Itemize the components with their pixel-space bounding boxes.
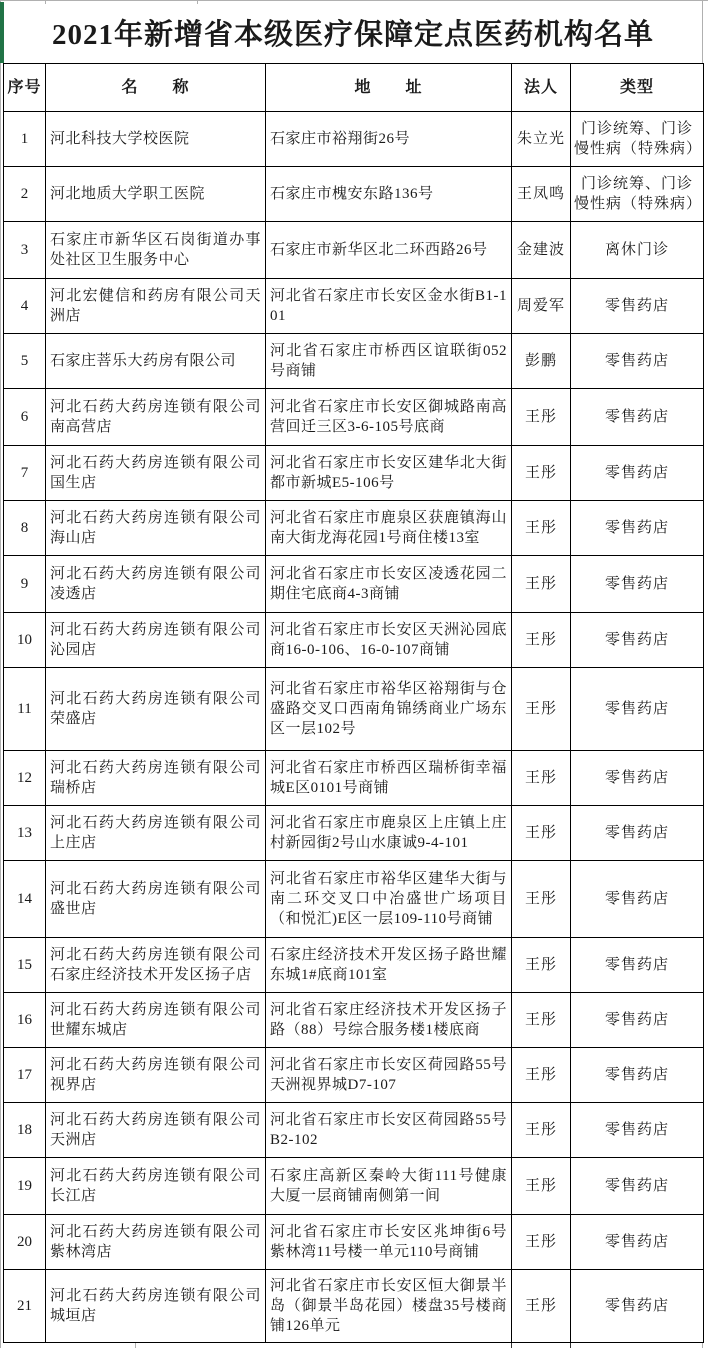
cell-type: 零售药店 (571, 389, 704, 446)
cell-type: 零售药店 (571, 501, 704, 556)
cell-address: 石家庄市裕翔街26号 (266, 112, 512, 167)
cell-address: 河北省石家庄经济技术开发区扬子路（88）号综合服务楼1楼底商 (266, 993, 512, 1048)
cell-legal: 王彤 (512, 1048, 571, 1103)
cell-address: 石家庄市槐安东路136号 (266, 167, 512, 222)
gridline-top (0, 0, 708, 1)
cell-legal: 王彤 (512, 1270, 571, 1343)
cell-type: 零售药店 (571, 334, 704, 389)
cell-type: 零售药店 (571, 556, 704, 613)
cell-no: 3 (4, 222, 46, 279)
cell-address: 河北省石家庄市长安区兆坤街6号紫林湾11号楼一单元110号商铺 (266, 1215, 512, 1270)
cell-name: 河北石药大药房连锁有限公司盛世店 (46, 861, 266, 938)
cell-legal: 彭鹏 (512, 334, 571, 389)
cell-address: 石家庄市新华区北二环西路26号 (266, 222, 512, 279)
cell-type: 零售药店 (571, 1270, 704, 1343)
cell-type: 门诊统筹、门诊慢性病（特殊病） (571, 112, 704, 167)
table-row (4, 389, 704, 446)
cell-name: 河北地质大学职工医院 (46, 167, 266, 222)
cell-name: 河北石药大药房连锁有限公司荣盛店 (46, 668, 266, 751)
table-row (4, 751, 704, 806)
cell-legal: 王彤 (512, 861, 571, 938)
cell-name: 河北石药大药房连锁有限公司城垣店 (46, 1270, 266, 1343)
cell-type: 零售药店 (571, 613, 704, 668)
cell-name: 河北宏健信和药房有限公司天洲店 (46, 279, 266, 334)
cell-address: 河北省石家庄市长安区凌透花园二期住宅底商4-3商铺 (266, 556, 512, 613)
cell-legal: 王彤 (512, 751, 571, 806)
cell-no: 14 (4, 861, 46, 938)
table-row (4, 1103, 704, 1158)
cell-no: 19 (4, 1158, 46, 1215)
cell-name: 河北石药大药房连锁有限公司世耀东城店 (46, 993, 266, 1048)
cell-type: 零售药店 (571, 1215, 704, 1270)
cell-address: 河北省石家庄市长安区恒大御景半岛（御景半岛花园）楼盘35号楼商铺126单元 (266, 1270, 512, 1343)
cell-no: 4 (4, 279, 46, 334)
cell-legal: 王彤 (512, 1158, 571, 1215)
cell-name: 石家庄菩乐大药房有限公司 (46, 334, 266, 389)
cell-address: 河北省石家庄市裕华区裕翔街与仓盛路交叉口西南角锦绣商业广场东区一层102号 (266, 668, 512, 751)
table-row (4, 993, 704, 1048)
cell-address: 石家庄经济技术开发区扬子路世耀东城1#底商101室 (266, 938, 512, 993)
table-row (4, 501, 704, 556)
cell-name: 河北石药大药房连锁有限公司凌透店 (46, 556, 266, 613)
cell-type: 零售药店 (571, 668, 704, 751)
table-row (4, 1158, 704, 1215)
header-cell-no: 序号 (4, 64, 46, 112)
cell-name: 河北石药大药房连锁有限公司国生店 (46, 446, 266, 501)
cell-no: 12 (4, 751, 46, 806)
cell-name: 石家庄市新华区石岗街道办事处社区卫生服务中心 (46, 222, 266, 279)
cell-address: 河北省石家庄市桥西区瑞桥街幸福城E区0101号商铺 (266, 751, 512, 806)
cell-name: 河北石药大药房连锁有限公司视界店 (46, 1048, 266, 1103)
cell-address: 河北省石家庄市长安区御城路南高营回迁三区3-6-105号底商 (266, 389, 512, 446)
cell-name: 河北石药大药房连锁有限公司南高营店 (46, 389, 266, 446)
institutions-table (3, 63, 704, 1343)
cell-legal: 王凤鸣 (512, 167, 571, 222)
cell-legal: 王彤 (512, 668, 571, 751)
cell-type: 零售药店 (571, 1048, 704, 1103)
cell-address: 河北省石家庄市长安区建华北大街都市新城E5-106号 (266, 446, 512, 501)
cell-no: 9 (4, 556, 46, 613)
cell-name: 河北石药大药房连锁有限公司紫林湾店 (46, 1215, 266, 1270)
table-row (4, 556, 704, 613)
header-cell-name: 名 称 (46, 64, 266, 112)
cell-type: 零售药店 (571, 751, 704, 806)
table-body (4, 112, 704, 1343)
table-row (4, 446, 704, 501)
cell-legal: 王彤 (512, 993, 571, 1048)
cell-address: 河北省石家庄市长安区金水街B1-101 (266, 279, 512, 334)
header-cell-type: 类型 (571, 64, 704, 112)
cell-no: 20 (4, 1215, 46, 1270)
table-header-row (4, 64, 704, 112)
cell-legal: 王彤 (512, 938, 571, 993)
cell-type: 零售药店 (571, 446, 704, 501)
cell-no: 17 (4, 1048, 46, 1103)
cell-no: 6 (4, 389, 46, 446)
cell-name: 河北石药大药房连锁有限公司沁园店 (46, 613, 266, 668)
cell-no: 8 (4, 501, 46, 556)
cell-no: 15 (4, 938, 46, 993)
cell-type: 离休门诊 (571, 222, 704, 279)
cell-type: 零售药店 (571, 806, 704, 861)
table-row (4, 613, 704, 668)
cell-address: 河北省石家庄市鹿泉区上庄镇上庄村新园街2号山水康诚9-4-101 (266, 806, 512, 861)
cell-address: 石家庄高新区秦岭大街111号健康大厦一层商铺南侧第一间 (266, 1158, 512, 1215)
table-row (4, 1215, 704, 1270)
cell-legal: 周爱军 (512, 279, 571, 334)
table-row (4, 222, 704, 279)
cell-type: 零售药店 (571, 861, 704, 938)
cell-legal: 王彤 (512, 1103, 571, 1158)
header-cell-address: 地 址 (266, 64, 512, 112)
cell-no: 16 (4, 993, 46, 1048)
page-title: 2021年新增省本级医疗保障定点医药机构名单 (51, 19, 654, 51)
cell-legal: 王彤 (512, 1215, 571, 1270)
gridline-left (0, 0, 1, 1348)
cell-no: 5 (4, 334, 46, 389)
table-row (4, 806, 704, 861)
header-cell-legal: 法人 (512, 64, 571, 112)
cell-type: 零售药店 (571, 993, 704, 1048)
cell-name: 河北石药大药房连锁有限公司瑞桥店 (46, 751, 266, 806)
table-row (4, 938, 704, 993)
cell-no: 7 (4, 446, 46, 501)
table-row (4, 112, 704, 167)
cell-legal: 王彤 (512, 389, 571, 446)
table-row (4, 1048, 704, 1103)
cell-address: 河北省石家庄市裕华区建华大街与南二环交叉口中冶盛世广场项目（和悦汇)E区一层109-110号商铺 (266, 861, 512, 938)
table-row (4, 1270, 704, 1343)
cell-legal: 朱立光 (512, 112, 571, 167)
cell-type: 零售药店 (571, 1103, 704, 1158)
table-row (4, 861, 704, 938)
cell-address: 河北省石家庄市鹿泉区获鹿镇海山南大街龙海花园1号商住楼13室 (266, 501, 512, 556)
cell-name: 河北科技大学校医院 (46, 112, 266, 167)
cell-name: 河北石药大药房连锁有限公司石家庄经济技术开发区扬子店 (46, 938, 266, 993)
cell-address: 河北省石家庄市桥西区谊联街052号商铺 (266, 334, 512, 389)
table-row (4, 334, 704, 389)
cell-legal: 王彤 (512, 556, 571, 613)
cell-no: 11 (4, 668, 46, 751)
table-row (4, 668, 704, 751)
cell-legal: 王彤 (512, 501, 571, 556)
cell-no: 1 (4, 112, 46, 167)
cell-legal: 王彤 (512, 806, 571, 861)
cell-name: 河北石药大药房连锁有限公司长江店 (46, 1158, 266, 1215)
cell-name: 河北石药大药房连锁有限公司上庄店 (46, 806, 266, 861)
cell-no: 10 (4, 613, 46, 668)
cell-type: 零售药店 (571, 938, 704, 993)
cell-type: 零售药店 (571, 1158, 704, 1215)
cell-name: 河北石药大药房连锁有限公司海山店 (46, 501, 266, 556)
cell-address: 河北省石家庄市长安区荷园路55号B2-102 (266, 1103, 512, 1158)
cell-address: 河北省石家庄市长安区荷园路55号天洲视界城D7-107 (266, 1048, 512, 1103)
cell-legal: 王彤 (512, 446, 571, 501)
cell-no: 2 (4, 167, 46, 222)
cell-no: 13 (4, 806, 46, 861)
cell-no: 21 (4, 1270, 46, 1343)
cell-name: 河北石药大药房连锁有限公司天洲店 (46, 1103, 266, 1158)
cell-type: 零售药店 (571, 279, 704, 334)
cell-legal: 王彤 (512, 613, 571, 668)
cell-address: 河北省石家庄市长安区天洲沁园底商16-0-106、16-0-107商铺 (266, 613, 512, 668)
table-row (4, 279, 704, 334)
cell-no: 18 (4, 1103, 46, 1158)
cell-legal: 金建波 (512, 222, 571, 279)
cell-type: 门诊统筹、门诊慢性病（特殊病） (571, 167, 704, 222)
table-row (4, 167, 704, 222)
